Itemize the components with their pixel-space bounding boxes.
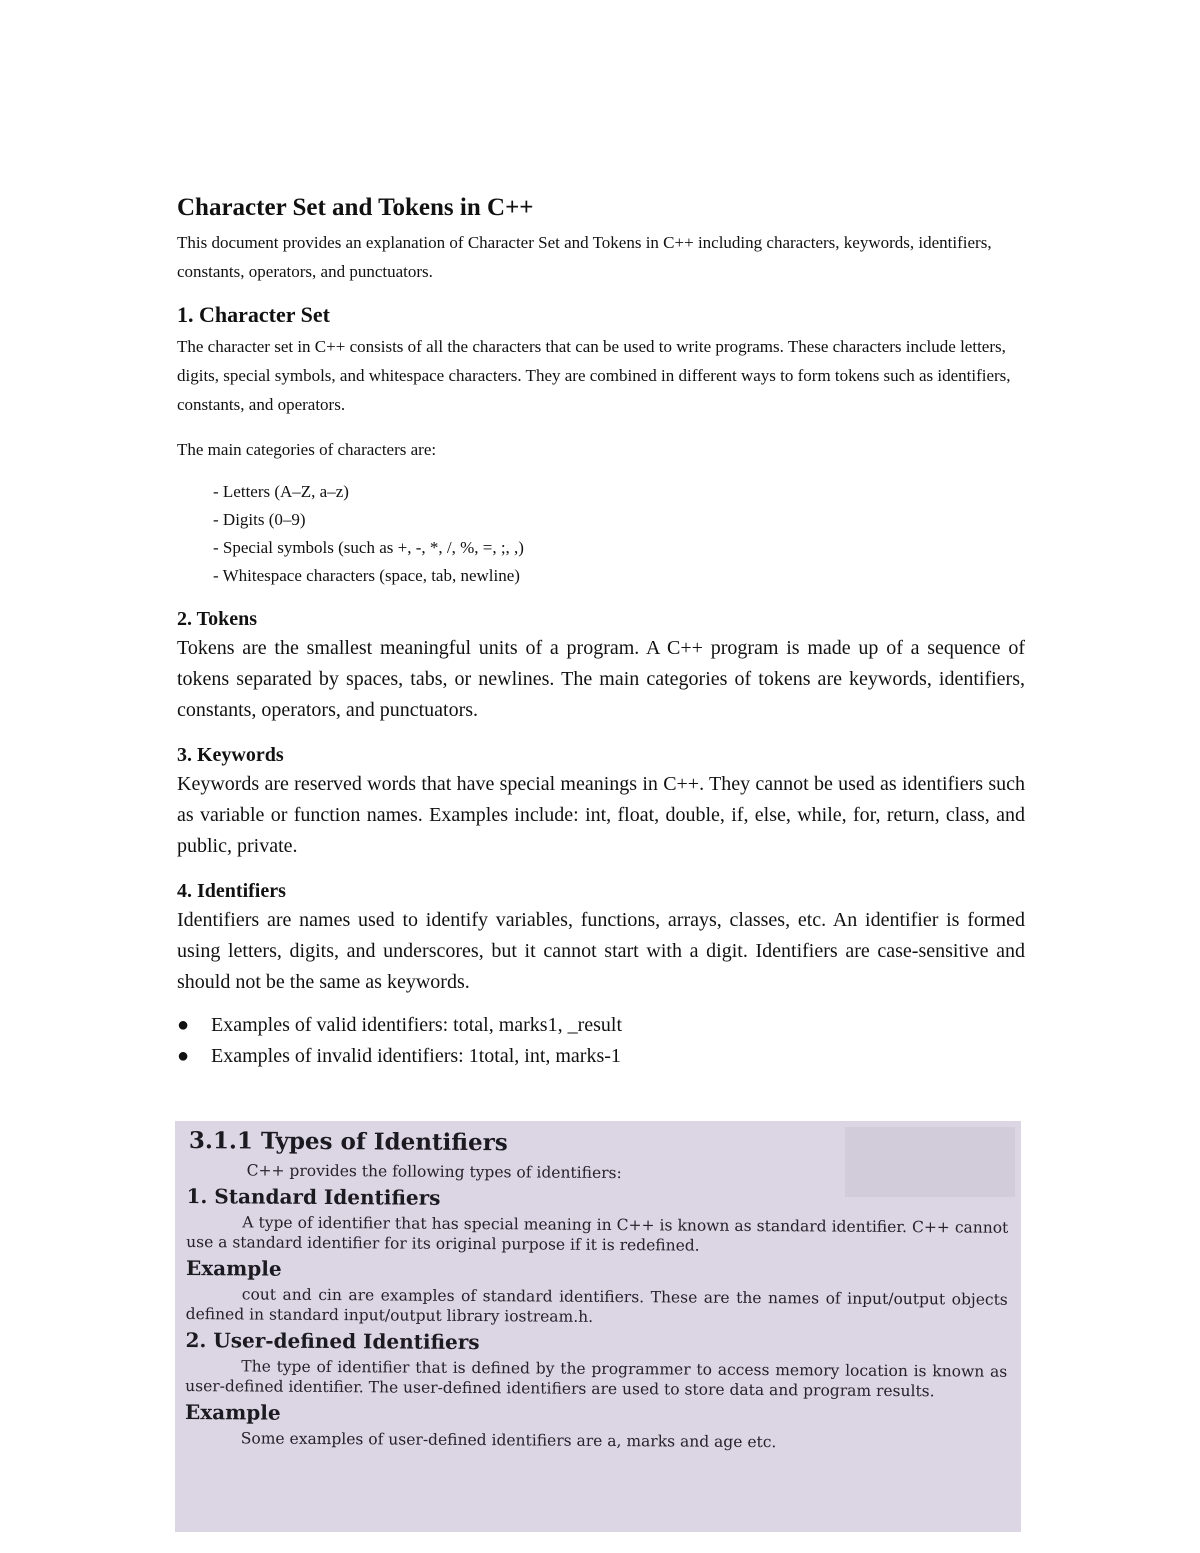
scanned-book-excerpt [175,1121,1021,1532]
scan-lead: C++ provides the following types of identifiers: [246,1161,622,1183]
scan-heading-standard: 1. Standard Identifiers [186,1184,441,1210]
list-item: - Letters (A–Z, a–z) [213,482,349,501]
identifiers-body: Identifiers are names used to identify variables, functions, arrays, classes, etc. An identifier is formed using letters, digits, and underscores, but it cannot start with a digit. Identifiers are case-sensitive and should not be the same as keywords. [177,909,1025,993]
character-set-body: The character set in C++ consists of all the characters that can be used to write programs. These characters include letters, digits, special symbols, and whitespace characters. They are combined in different ways to form tokens such as identifiers, constants, and operators. [177,337,1011,414]
scan-content [181,1125,1013,1456]
scan-heading-example-1: Example [185,1256,282,1281]
document-content [177,194,1025,1072]
list-item [177,1010,1025,1041]
bullet-icon: ● [177,1014,190,1036]
list-item: - Whitespace characters (space, tab, newline) [213,566,520,585]
tokens-body: Tokens are the smallest meaningful units of a program. A C++ program is made up of a sequence of tokens separated by spaces, tabs, or newlines. The main categories of tokens are keywords, identifiers, constants, operators, and punctuators. [177,637,1025,721]
scan-standard-body: A type of identifier that has special meaning in C++ is known as standard identifier. C++ cannot use a standard identifier for its original purpose if it is redefined. [186,1213,1009,1255]
bullet-text: Examples of valid identifiers: total, marks1, _result [211,1014,623,1036]
keywords-body: Keywords are reserved words that have special meanings in C++. They cannot be used as identifiers such as variable or function names. Examples include: int, float, double, if, else, while, for, return, class, and public, private. [177,773,1025,857]
section-heading-character-set: 1. Character Set [177,302,330,327]
scan-title: 3.1.1 Types of Identifiers [188,1127,508,1157]
section-heading-keywords: 3. Keywords [177,744,284,766]
character-categories-list [213,478,1025,590]
bullet-icon: ● [177,1045,190,1067]
list-item [177,1041,1025,1072]
document-title: Character Set and Tokens in C++ [177,194,534,221]
bullet-text: Examples of invalid identifiers: 1total, int, marks-1 [211,1045,621,1067]
scan-heading-user-defined: 2. User-defined Identifiers [185,1328,480,1355]
list-item: - Digits (0–9) [213,510,306,529]
list-item: - Special symbols (such as +, -, *, /, %, =, ;, ,) [213,538,524,557]
scan-heading-example-2: Example [184,1400,281,1425]
scan-example-1-body: cout and cin are examples of standard identifiers. These are the names of input/output objects defined in standard input/output library iostream.h. [185,1285,1008,1326]
section-heading-tokens: 2. Tokens [177,608,258,630]
identifier-examples-list [177,1010,1025,1072]
scan-user-defined-body: The type of identifier that is defined by the programmer to access memory location is known as user-defined identifier. The user-defined identifiers are used to store data and program results. [185,1357,1008,1401]
section-heading-identifiers: 4. Identifiers [177,880,286,902]
document-intro: This document provides an explanation of Character Set and Tokens in C++ including characters, keywords, identifiers, constants, operators, and punctuators. [177,233,992,281]
character-categories-lead: The main categories of characters are: [177,440,437,459]
scan-example-2-body: Some examples of user-defined identifiers are a, marks and age etc. [240,1429,777,1452]
